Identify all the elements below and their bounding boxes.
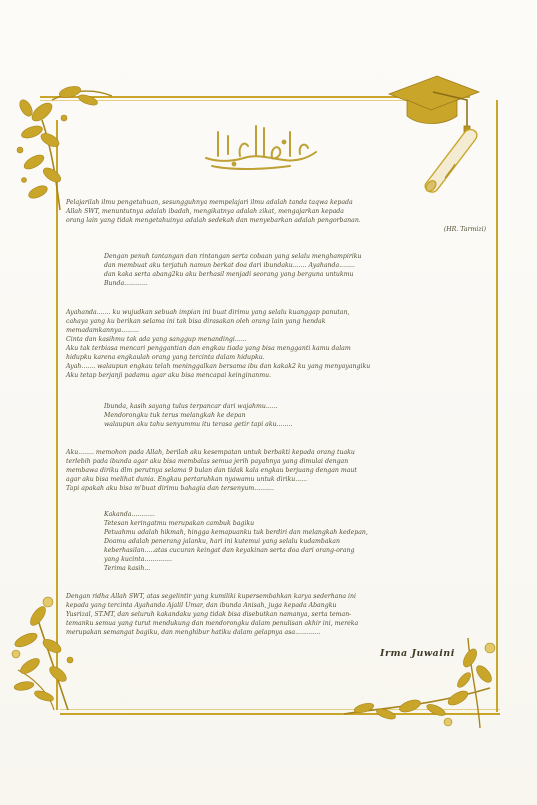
poem-line: Doamu adalah penerang jalanku, hari ini kutemui yang selalu kudambakan: [104, 538, 340, 545]
paragraph-line: hidupku karena engkaulah orang yang tercinta dalam hidupku.: [66, 354, 265, 361]
paragraph-line: Cinta dan kasihmu tak ada yang sanggup menandingi......: [66, 336, 247, 343]
hadith-line: orang lain yang tidak mengetahuinya adalah sedekah dan menyebarkan adalah pengorbanan.: [66, 217, 361, 224]
poem-block-2: [104, 402, 484, 429]
poem-line: keberhasilan.....atas cucuran keingat dan keyakinan serta doa dari orang-orang: [104, 547, 355, 554]
paragraph-line: Aku........ memohon pada Allah, berilah aku kesempatan untuk berbakti kepada orang tuaku: [66, 449, 355, 456]
paragraph-line: membawa diriku dlm perutnya selama 9 bulan dan tidak kala engkau berjuang dengan maut: [66, 467, 357, 474]
poem-block-3: [104, 510, 484, 573]
frame-right-border: [496, 100, 498, 712]
hadith-line: Allah SWT, menuntutnya adalah ibadah, mengikatnya adalah zikat, mengajarkan kepada: [66, 208, 344, 215]
hadith-line: Pelajarilah ilmu pengetahuan, sesungguhnya mempelajari ilmu adalah tanda taqwa kepada: [66, 199, 353, 206]
floral-vine-top-left-icon: [12, 70, 112, 210]
paragraph-line: Aku tak terbiasa mencari penggantian dan engkau tiada yang bisa mengganti kamu dalam: [66, 345, 351, 352]
paragraph-dedication: [66, 592, 486, 637]
paragraph-line: agar aku bisa melihat dunia. Engkau pertaruhkan nyawamu untuk diriku......: [66, 476, 308, 483]
poem-line: dan membuat aku terjatuh namun berkat doa dari ibundaku....... Ayahanda........: [104, 262, 355, 269]
paragraph-line: terlebih pada ibunda agar aku bisa membalas semua jerih payahnya yang dimulai dengan: [66, 458, 349, 465]
poem-line: walaupun aku tahu senyummu itu terasa getir tapi aku........: [104, 421, 293, 428]
author-signature: Irma Juwaini: [380, 648, 455, 659]
poem-line: Petuahmu adalah hikmah, hingga kemapuanku tuk berdiri dan melangkah kedepan,: [104, 529, 368, 536]
paragraph-line: Tapi apakah aku bisa m'buat dirimu bahagia dan tersenyum..........: [66, 485, 274, 492]
hadith-source: (HR. Tarmizi): [443, 226, 486, 233]
paragraph-line: Ayah....... walaupun engkau telah meninggalkan bersama ibu dan kakak2 ku yang menyayangiku: [66, 363, 371, 370]
poem-line: Dengan penuh tantangan dan rintangan serta cobaan yang selalu menghampiriku: [104, 253, 362, 260]
paragraph-ayahanda: [66, 308, 486, 380]
poem-line: Tetesan keringatmu merupakan cambuk bagiku: [104, 520, 255, 527]
diploma-scroll-icon: [415, 120, 485, 200]
poem-line: Bunda............: [104, 280, 148, 287]
bismillah-calligraphy-icon: [200, 118, 320, 170]
paragraph-line: Dengan ridha Allah SWT, atas segelintir yang kumiliki kupersembahkan karya sederhana ini: [66, 593, 356, 600]
paragraph-line: Ayahanda....... ku wujudkan sebuah impian ini buat dirimu yang selalu kuanggap panutan,: [66, 309, 350, 316]
paragraph-line: Yusrizal, ST.MT, dan seluruh kakandaku yang tidak bisa disebutkan namanya, serta teman-: [66, 611, 352, 618]
floral-vine-bottom-right-icon: [340, 628, 500, 728]
poem-line: dan kaka serta abang2ku aku berhasil menjadi seorang yang berguna untukmu: [104, 271, 354, 278]
poem-line: Kakanda............: [104, 511, 155, 518]
paragraph-line: temanku semua yang turut mendukung dan mendorongku dalam penulisan akhir ini, mereka: [66, 620, 359, 627]
hadith-quote: [66, 198, 486, 234]
paragraph-line: Aku tetap berjanji padamu agar aku bisa mencapai keinginanmu.: [66, 372, 272, 379]
poem-block-1: [104, 252, 484, 288]
paragraph-line: memadamkannya.........: [66, 327, 139, 334]
poem-line: yang kucinta..............: [104, 556, 172, 563]
poem-line: Ibunda, kasih sayang tulus terpancar dari wajahmu......: [104, 403, 278, 410]
poem-line: Terima kasih...: [104, 565, 151, 572]
paragraph-line: cahaya yang ku berikan selama ini tak bisa dirasakan oleh orang lain yang hendak: [66, 318, 326, 325]
poem-line: Mendorongku tuk terus melangkah ke depan: [104, 412, 246, 419]
paragraph-line: merupakan semangat bagiku, dan menghibur hatiku dalam gelapnya asa.............: [66, 629, 321, 636]
paragraph-aku: [66, 448, 486, 493]
paragraph-line: kepada yang tercinta Ayahanda Ajalil Umar, dan ibunda Anisah, juga kepada Abangku: [66, 602, 337, 609]
